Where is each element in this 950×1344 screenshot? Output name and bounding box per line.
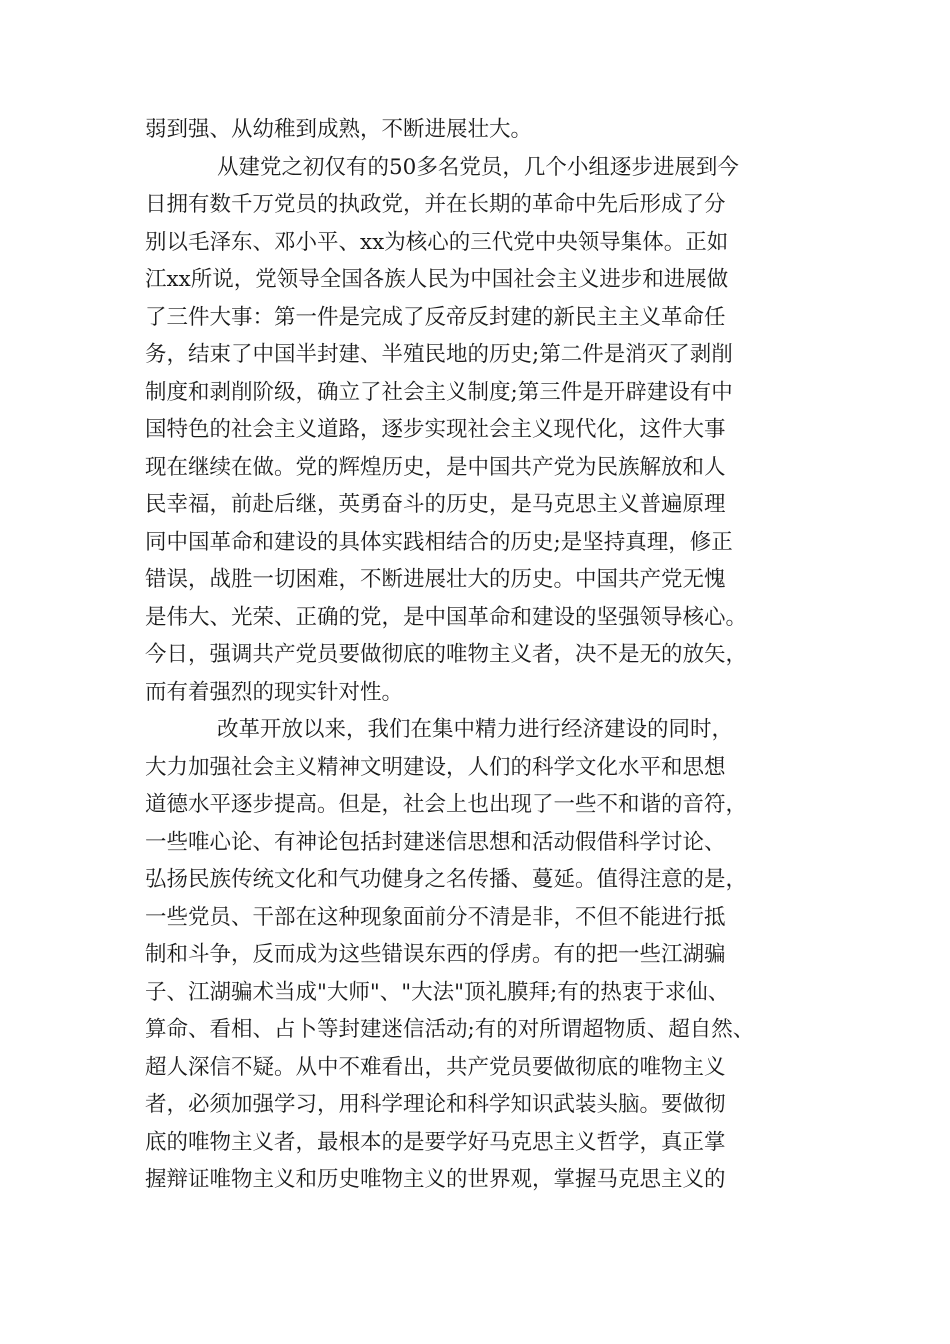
text-line: 现在继续在做。党的辉煌历史，是中国共产党为民族解放和人 bbox=[145, 454, 726, 480]
text-line: 道德水平逐步提高。但是，社会上也出现了一些不和谐的音符， bbox=[145, 792, 748, 817]
text-line: 务，结束了中国半封建、半殖民地的历史;第二件是消灭了剥削 bbox=[145, 342, 733, 367]
paragraph-first-line: 改革开放以来，我们在集中精力进行经济建设的同时， bbox=[217, 717, 734, 742]
text-line: 制和斗争，反而成为这些错误东西的俘虏。有的把一些江湖骗 bbox=[145, 942, 726, 967]
text-line: 大力加强社会主义精神文明建设，人们的科学文化水平和思想 bbox=[145, 754, 726, 780]
text-line: 错误，战胜一切困难，不断进展壮大的历史。中国共产党无愧 bbox=[145, 567, 726, 592]
text-line: 弘扬民族传统文化和气功健身之名传播、蔓延。值得注意的是， bbox=[145, 867, 748, 892]
text-line: 了三件大事：第一件是完成了反帝反封建的新民主主义革命任 bbox=[145, 304, 726, 330]
text-line: 江xx所说，党领导全国各族人民为中国社会主义进步和进展做 bbox=[145, 267, 729, 292]
text-line: 别以毛泽东、邓小平、xx为核心的三代党中央领导集体。正如 bbox=[145, 229, 729, 255]
text-line: 子、江湖骗术当成"大师"、"大法"顶礼膜拜;有的热衷于求仙、 bbox=[145, 979, 730, 1005]
text-line: 算命、看相、占卜等封建迷信活动;有的对所谓超物质、超自然、 bbox=[145, 1017, 755, 1042]
text-line: 制度和剥削阶级，确立了社会主义制度;第三件是开辟建设有中 bbox=[145, 379, 733, 405]
text-line: 是伟大、光荣、正确的党，是中国革命和建设的坚强领导核心。 bbox=[145, 604, 748, 630]
text-line: 国特色的社会主义道路，逐步实现社会主义现代化，这件大事 bbox=[145, 417, 726, 442]
text-line: 握辩证唯物主义和历史唯物主义的世界观，掌握马克思主义的 bbox=[145, 1167, 726, 1192]
text-line: 底的唯物主义者，最根本的是要学好马克思主义哲学，真正掌 bbox=[145, 1129, 726, 1155]
text-line: 而有着强烈的现实针对性。 bbox=[145, 679, 404, 705]
text-line: 同中国革命和建设的具体实践相结合的历史;是坚持真理，修正 bbox=[145, 529, 733, 555]
text-line: 弱到强、从幼稚到成熟，不断进展壮大。 bbox=[145, 117, 533, 142]
text-line: 一些党员、干部在这种现象面前分不清是非，不但不能进行抵 bbox=[145, 904, 726, 930]
text-line: 日拥有数千万党员的执政党，并在长期的革命中先后形成了分 bbox=[145, 192, 726, 217]
document-body bbox=[145, 111, 825, 1199]
text-line: 民幸福，前赴后继，英勇奋斗的历史，是马克思主义普遍原理 bbox=[145, 492, 726, 517]
text-line: 者，必须加强学习，用科学理论和科学知识武装头脑。要做彻 bbox=[145, 1092, 726, 1117]
paragraph-first-line: 从建党之初仅有的50多名党员，几个小组逐步进展到今 bbox=[217, 154, 739, 180]
text-line: 今日，强调共产党员要做彻底的唯物主义者，决不是无的放矢， bbox=[145, 642, 748, 667]
text-line: 超人深信不疑。从中不难看出，共产党员要做彻底的唯物主义 bbox=[145, 1054, 726, 1080]
text-line: 一些唯心论、有神论包括封建迷信思想和活动假借科学讨论、 bbox=[145, 829, 726, 855]
